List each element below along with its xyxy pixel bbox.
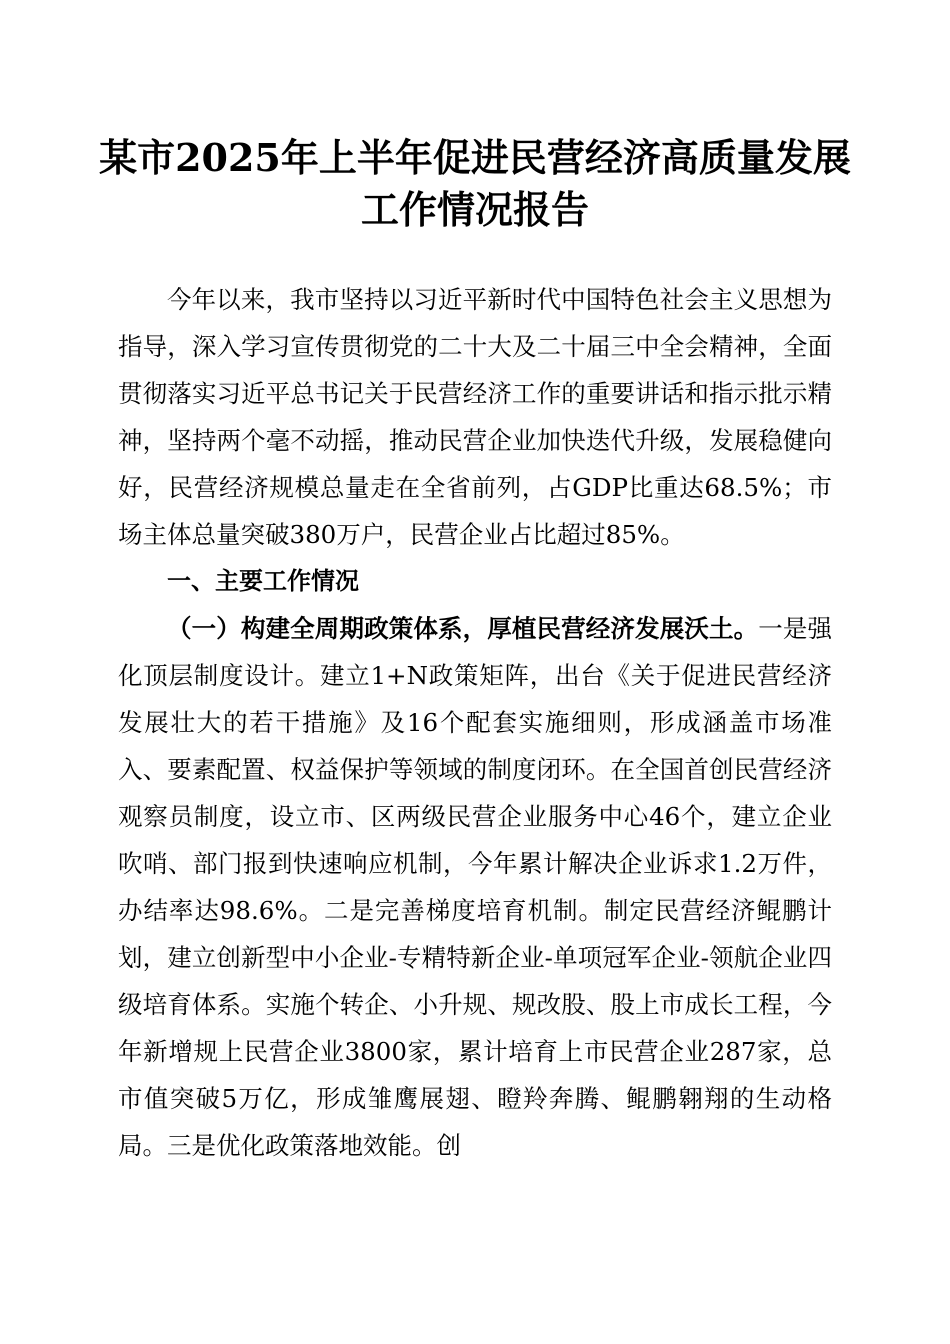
subsection-heading-1: （一）构建全周期政策体系，厚植民营经济发展沃土。 bbox=[167, 614, 759, 643]
subsection-paragraph-1 bbox=[118, 605, 832, 1169]
document-title bbox=[80, 132, 870, 236]
section-heading-1: 一、主要工作情况 bbox=[167, 567, 359, 595]
title-line-1: 某市2025年上半年促进民营经济高质量发展 bbox=[99, 135, 851, 180]
title-line-2: 工作情况报告 bbox=[360, 187, 589, 232]
document-body bbox=[118, 276, 832, 1169]
intro-paragraph: 今年以来，我市坚持以习近平新时代中国特色社会主义思想为指导，深入学习宣传贯彻党的二十大及二十届三中全会精神，全面贯彻落实习近平总书记关于民营经济工作的重要讲话和指示批示精神，坚持两个毫不动摇，推动民营企业加快迭代升级，发展稳健向好，民营经济规模总量走在全省前列，占GDP比重达68.5%；市场主体总量突破380万户，民营企业占比超过85%。 bbox=[118, 285, 832, 549]
subsection-text-1: 一是强化顶层制度设计。建立1+N政策矩阵，出台《关于促进民营经济发展壮大的若干措施》及16个配套实施细则，形成涵盖市场准入、要素配置、权益保护等领域的制度闭环。在全国首创民营经济观察员制度，设立市、区两级民营企业服务中心46个，建立企业吹哨、部门报到快速响应机制，今年累计解决企业诉求1.2万件，办结率达98.6%。二是完善梯度培育机制。制定民营经济鲲鹏计划，建立创新型中小企业-专精特新企业-单项冠军企业-领航企业四级培育体系。实施个转企、小升规、规改股、股上市成长工程，今年新增规上民营企业3800家，累计培育上市民营企业287家，总市值突破5万亿，形成雏鹰展翅、瞪羚奔腾、鲲鹏翱翔的生动格局。三是优化政策落地效能。创 bbox=[118, 614, 833, 1160]
